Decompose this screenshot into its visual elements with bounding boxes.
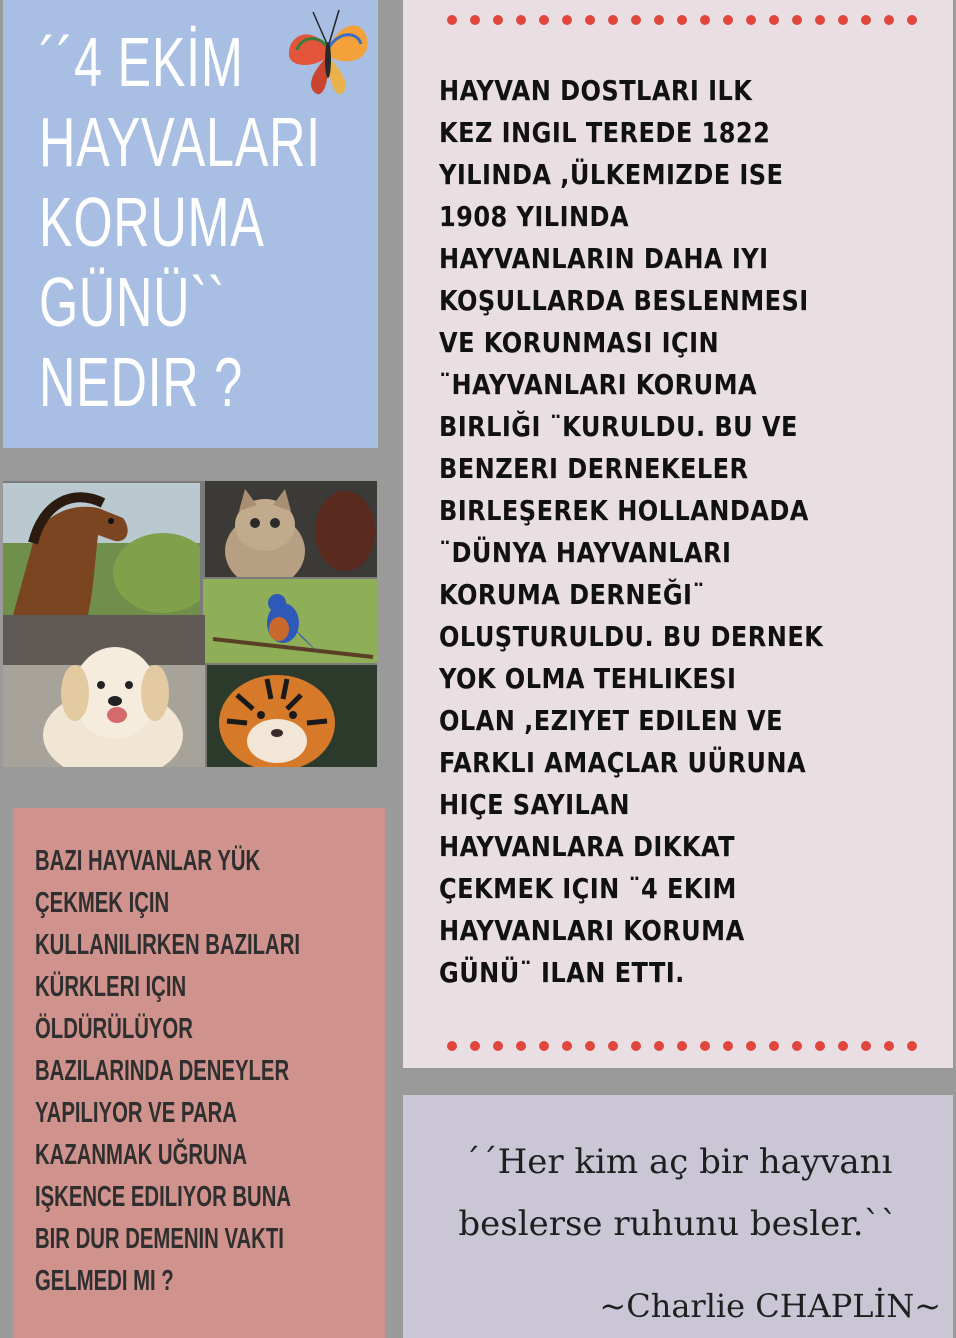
divider-dot — [723, 15, 733, 25]
divider-dot — [700, 1041, 710, 1051]
divider-dot — [516, 1041, 526, 1051]
tiger-photo — [207, 665, 377, 767]
divider-dot — [585, 1041, 595, 1051]
divider-dot — [447, 15, 457, 25]
divider-dot — [608, 15, 618, 25]
page-title: ´´4 EKİM HAYVALARI KORUMA GÜNÜ`` NEDIR ? — [39, 23, 321, 421]
kitten-photo — [205, 481, 377, 577]
divider-dot — [654, 1041, 664, 1051]
quote-author: ~Charlie CHAPLİN~ — [599, 1287, 941, 1325]
divider-dot — [677, 1041, 687, 1051]
divider-dot — [608, 1041, 618, 1051]
divider-dot — [815, 1041, 825, 1051]
divider-dot — [631, 15, 641, 25]
horse-photo — [3, 483, 200, 615]
divider-dot — [746, 1041, 756, 1051]
divider-dot — [539, 15, 549, 25]
divider-dot — [884, 15, 894, 25]
divider-dot — [654, 15, 664, 25]
dotted-divider-top — [447, 15, 917, 27]
divider-dot — [838, 1041, 848, 1051]
divider-dot — [585, 15, 595, 25]
butterfly-icon — [283, 4, 373, 104]
divider-dot — [516, 15, 526, 25]
divider-dot — [907, 1041, 917, 1051]
divider-dot — [861, 15, 871, 25]
animal-photo-collage — [3, 481, 377, 767]
title-panel — [3, 0, 378, 448]
info-panel — [13, 808, 385, 1338]
divider-dot — [746, 15, 756, 25]
divider-dot — [815, 15, 825, 25]
divider-dot — [769, 1041, 779, 1051]
main-text-panel — [403, 0, 953, 1068]
bird-photo — [203, 579, 377, 663]
divider-dot — [792, 15, 802, 25]
divider-dot — [700, 15, 710, 25]
divider-dot — [907, 15, 917, 25]
quote-text: ´´Her kim aç bir hayvanı beslerse ruhunu besler.`` — [458, 1142, 898, 1244]
dog-photo — [3, 615, 205, 767]
divider-dot — [493, 1041, 503, 1051]
main-text: HAYVAN DOSTLARI ILK KEZ INGIL TEREDE 1822 YILINDA ,ÜLKEMIZDE ISE 1908 YILINDA HAYVANLARIN DAHA IYI KOŞULLARDA BESLENMESI VE KORUNMASI IÇIN ¨HAYVANLARI KORUMA BIRLIĞI ¨KURULDU. BU VE BENZERI DERNEKELER BIRLEŞEREK HOLLANDADA ¨DÜNYA HAYVANLARI KORUMA DERNEĞI¨ OLUŞTURULDU. BU DERNEK YOK OLMA TEHLIKESI OLAN ,EZIYET EDILEN VE FARKLI AMAÇLAR UÜRUNA HIÇE SAYILAN HAYVANLARA DIKKAT ÇEKMEK IÇIN ¨4 EKIM HAYVANLARI KORUMA GÜNÜ¨ ILAN ETTI. — [439, 74, 824, 989]
divider-dot — [470, 15, 480, 25]
divider-dot — [838, 15, 848, 25]
divider-dot — [861, 1041, 871, 1051]
divider-dot — [539, 1041, 549, 1051]
divider-dot — [447, 1041, 457, 1051]
divider-dot — [493, 15, 503, 25]
divider-dot — [723, 1041, 733, 1051]
info-text: BAZI HAYVANLAR YÜK ÇEKMEK IÇIN KULLANILIRKEN BAZILARI KÜRKLERI IÇIN ÖLDÜRÜLÜYOR BAZILARINDA DENEYLER YAPILIYOR VE PARA KAZANMAK UĞRUNA IŞKENCE EDILIYOR BUNA BIR DUR DEMENIN VAKTI GELMEDI MI ? — [35, 845, 301, 1297]
quote-panel — [403, 1095, 953, 1338]
divider-dot — [769, 15, 779, 25]
divider-dot — [562, 15, 572, 25]
divider-dot — [677, 15, 687, 25]
divider-dot — [562, 1041, 572, 1051]
divider-dot — [792, 1041, 802, 1051]
divider-dot — [470, 1041, 480, 1051]
divider-dot — [631, 1041, 641, 1051]
divider-dot — [884, 1041, 894, 1051]
dotted-divider-bottom — [447, 1041, 917, 1053]
